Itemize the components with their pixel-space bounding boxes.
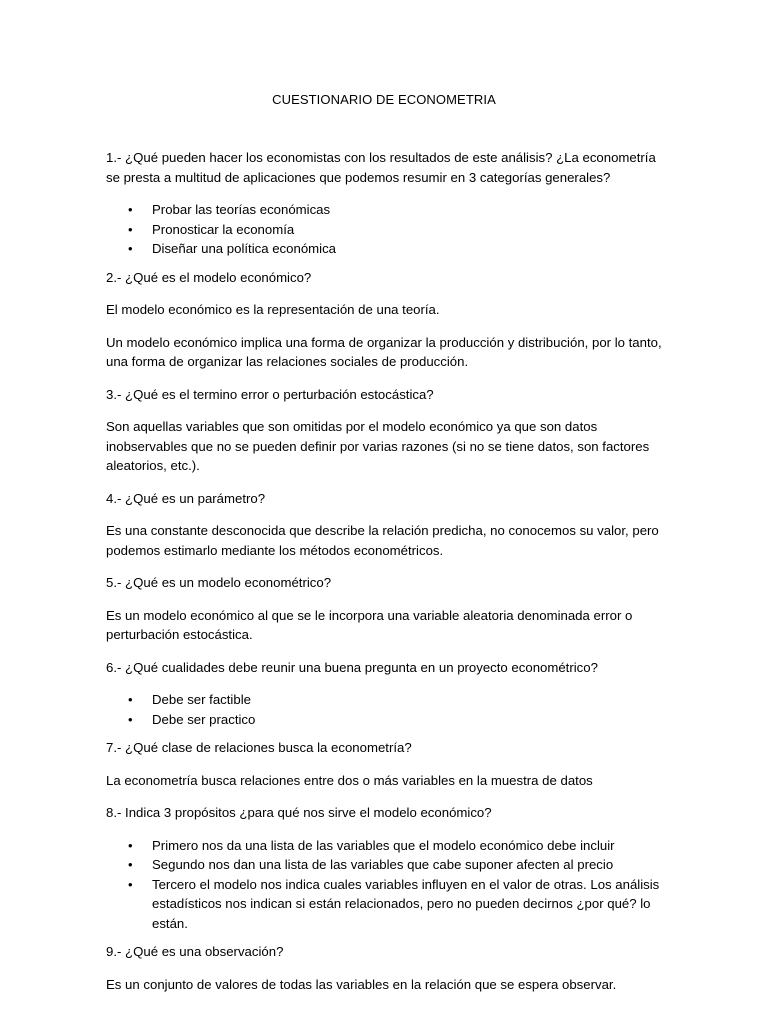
bullet-icon: • [128, 711, 133, 727]
list-item-text: Segundo nos dan una lista de las variables que cabe suponer afecten al precio [152, 857, 614, 872]
question-5: 5.- ¿Qué es un modelo econométrico? [106, 575, 332, 590]
list-item-text: Debe ser factible [152, 692, 251, 707]
question-7: 7.- ¿Qué clase de relaciones busca la econometría? [106, 740, 412, 755]
question-6-list [106, 690, 666, 729]
question-6: 6.- ¿Qué cualidades debe reunir una buena pregunta en un proyecto econométrico? [106, 659, 598, 675]
answer-9: Es un conjunto de valores de todas las variables en la relación que se espera observar. [106, 976, 617, 992]
list-item [106, 710, 666, 730]
list-item-text: Debe ser practico [152, 711, 256, 727]
list-item [106, 690, 666, 710]
bullet-icon: • [128, 221, 133, 237]
bullet-icon: • [128, 241, 133, 256]
question-9: 9.- ¿Qué es una observación? [106, 944, 284, 959]
question-1-list [106, 200, 666, 259]
answer-3: Son aquellas variables que son omitidas por el modelo económico ya que son datos inobservables que no se pueden definir por varias razones (si no se tiene datos, son factores aleatorios, etc.). [106, 419, 650, 473]
list-item [106, 875, 666, 934]
document-body [106, 148, 666, 1007]
list-item-text: Tercero el modelo nos indica cuales variables influyen en el valor de otras. Los análisis estadísticos nos indican si están relacionados, pero no pueden decirnos ¿por qué? lo están. [152, 876, 660, 931]
list-item-text: Probar las teorías económicas [152, 202, 331, 217]
answer-2b: Un modelo económico implica una forma de organizar la producción y distribución, por lo tanto, una forma de organizar las relaciones sociales de producción. [106, 334, 662, 369]
answer-4: Es una constante desconocida que describe la relación predicha, no conocemos su valor, pero podemos estimarlo mediante los métodos econométricos. [106, 523, 659, 558]
list-item [106, 836, 666, 856]
list-item [106, 239, 666, 259]
question-8: 8.- Indica 3 propósitos ¿para qué nos sirve el modelo económico? [106, 805, 492, 820]
answer-7: La econometría busca relaciones entre dos o más variables en la muestra de datos [106, 772, 593, 788]
list-item [106, 220, 666, 240]
bullet-icon: • [128, 876, 133, 892]
question-1: 1.- ¿Qué pueden hacer los economistas con los resultados de este análisis? ¿La econometría se presta a multitud de aplicaciones que podemos resumir en 3 categorías generales? [106, 150, 656, 185]
list-item [106, 200, 666, 220]
document-title: CUESTIONARIO DE ECONOMETRIA [272, 92, 496, 107]
question-3: 3.- ¿Qué es el termino error o perturbación estocástica? [106, 386, 434, 402]
question-2: 2.- ¿Qué es el modelo económico? [106, 269, 312, 285]
list-item [106, 855, 666, 875]
bullet-icon: • [128, 837, 133, 853]
list-item-text: Primero nos da una lista de las variables que el modelo económico debe incluir [152, 837, 615, 853]
list-item-text: Pronosticar la economía [152, 221, 295, 237]
answer-5: Es un modelo económico al que se le incorpora una variable aleatoria denominada error o perturbación estocástica. [106, 607, 633, 642]
answer-2a: El modelo económico es la representación de una teoría. [106, 302, 440, 317]
list-item-text: Diseñar una política económica [152, 241, 336, 256]
question-8-list [106, 836, 666, 934]
bullet-icon: • [128, 202, 133, 217]
bullet-icon: • [128, 857, 133, 872]
question-4: 4.- ¿Qué es un parámetro? [106, 490, 266, 506]
bullet-icon: • [128, 692, 133, 707]
